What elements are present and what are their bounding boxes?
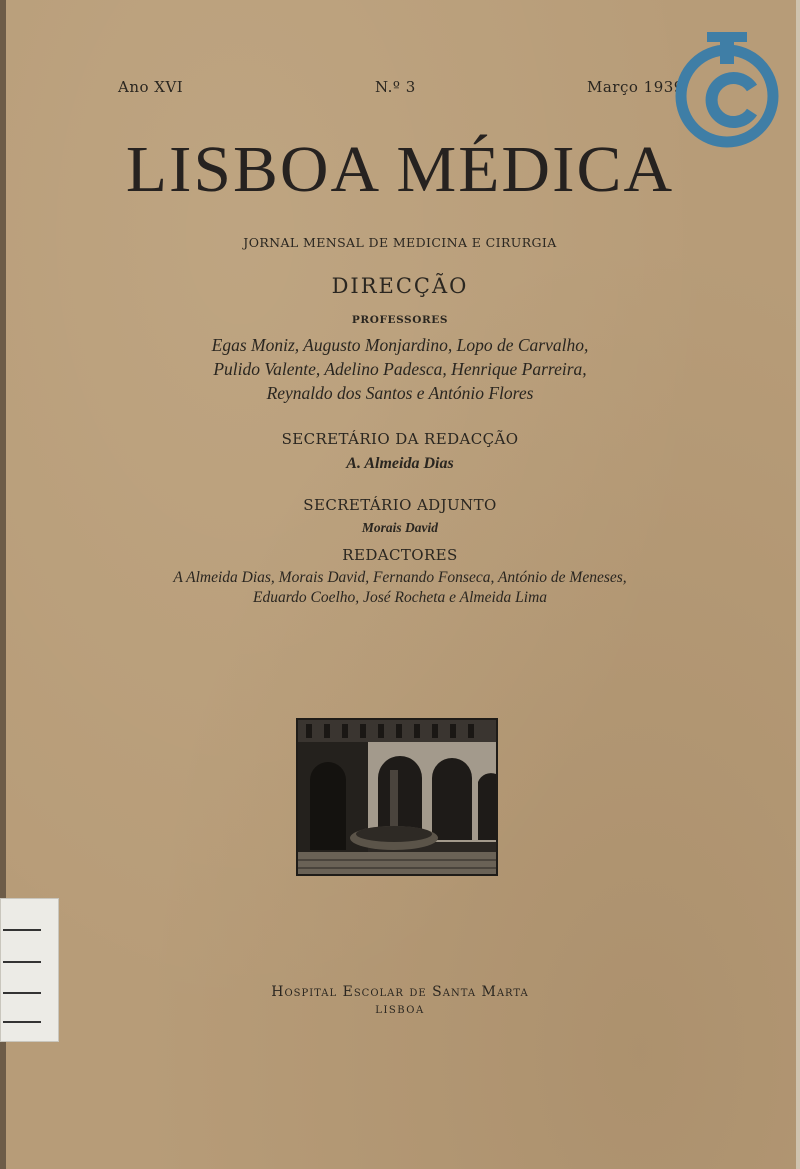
professores-heading: PROFESSORES — [351, 314, 449, 326]
issue-number: N.º 3 — [375, 78, 416, 96]
redactores-heading: REDACTORES — [342, 546, 458, 564]
publisher-city: LISBOA — [375, 1005, 425, 1016]
secretario-adjunto-name: Morais David — [361, 520, 439, 535]
direccao-names-line: Egas Moniz, Augusto Monjardino, Lopo de Carvalho, — [211, 335, 589, 355]
secretario-adjunto-heading: SECRETÁRIO ADJUNTO — [303, 496, 497, 514]
journal-title: LISBOA MÉDICA — [125, 133, 675, 206]
redactores-names-line: Eduardo Coelho, José Rocheta e Almeida Lima — [252, 589, 548, 606]
label-line — [3, 961, 41, 963]
library-shelf-label — [0, 898, 59, 1042]
redactores-names-line: A Almeida Dias, Morais David, Fernando Fonseca, António de Meneses, — [173, 569, 627, 586]
publisher-name: Hospital Escolar de Santa Marta — [271, 984, 529, 1000]
journal-subtitle: JORNAL MENSAL DE MEDICINA E CIRURGIA — [243, 235, 557, 250]
direccao-names-line: Pulido Valente, Adelino Padesca, Henrique Parreira, — [213, 359, 587, 379]
secretario-redaccao-name: A. Almeida Dias — [346, 455, 454, 472]
volume-year: Ano XVI — [118, 78, 184, 96]
hospital-courtyard-engraving-icon — [296, 718, 498, 876]
direccao-names-line: Reynaldo dos Santos e António Flores — [266, 383, 534, 403]
secretario-redaccao-heading: SECRETÁRIO DA REDACÇÃO — [281, 430, 519, 448]
label-line — [3, 992, 41, 994]
label-line — [3, 929, 41, 931]
direccao-heading: DIRECÇÃO — [331, 274, 469, 298]
label-line — [3, 1021, 41, 1023]
issue-date: Março 1939 — [587, 78, 684, 96]
